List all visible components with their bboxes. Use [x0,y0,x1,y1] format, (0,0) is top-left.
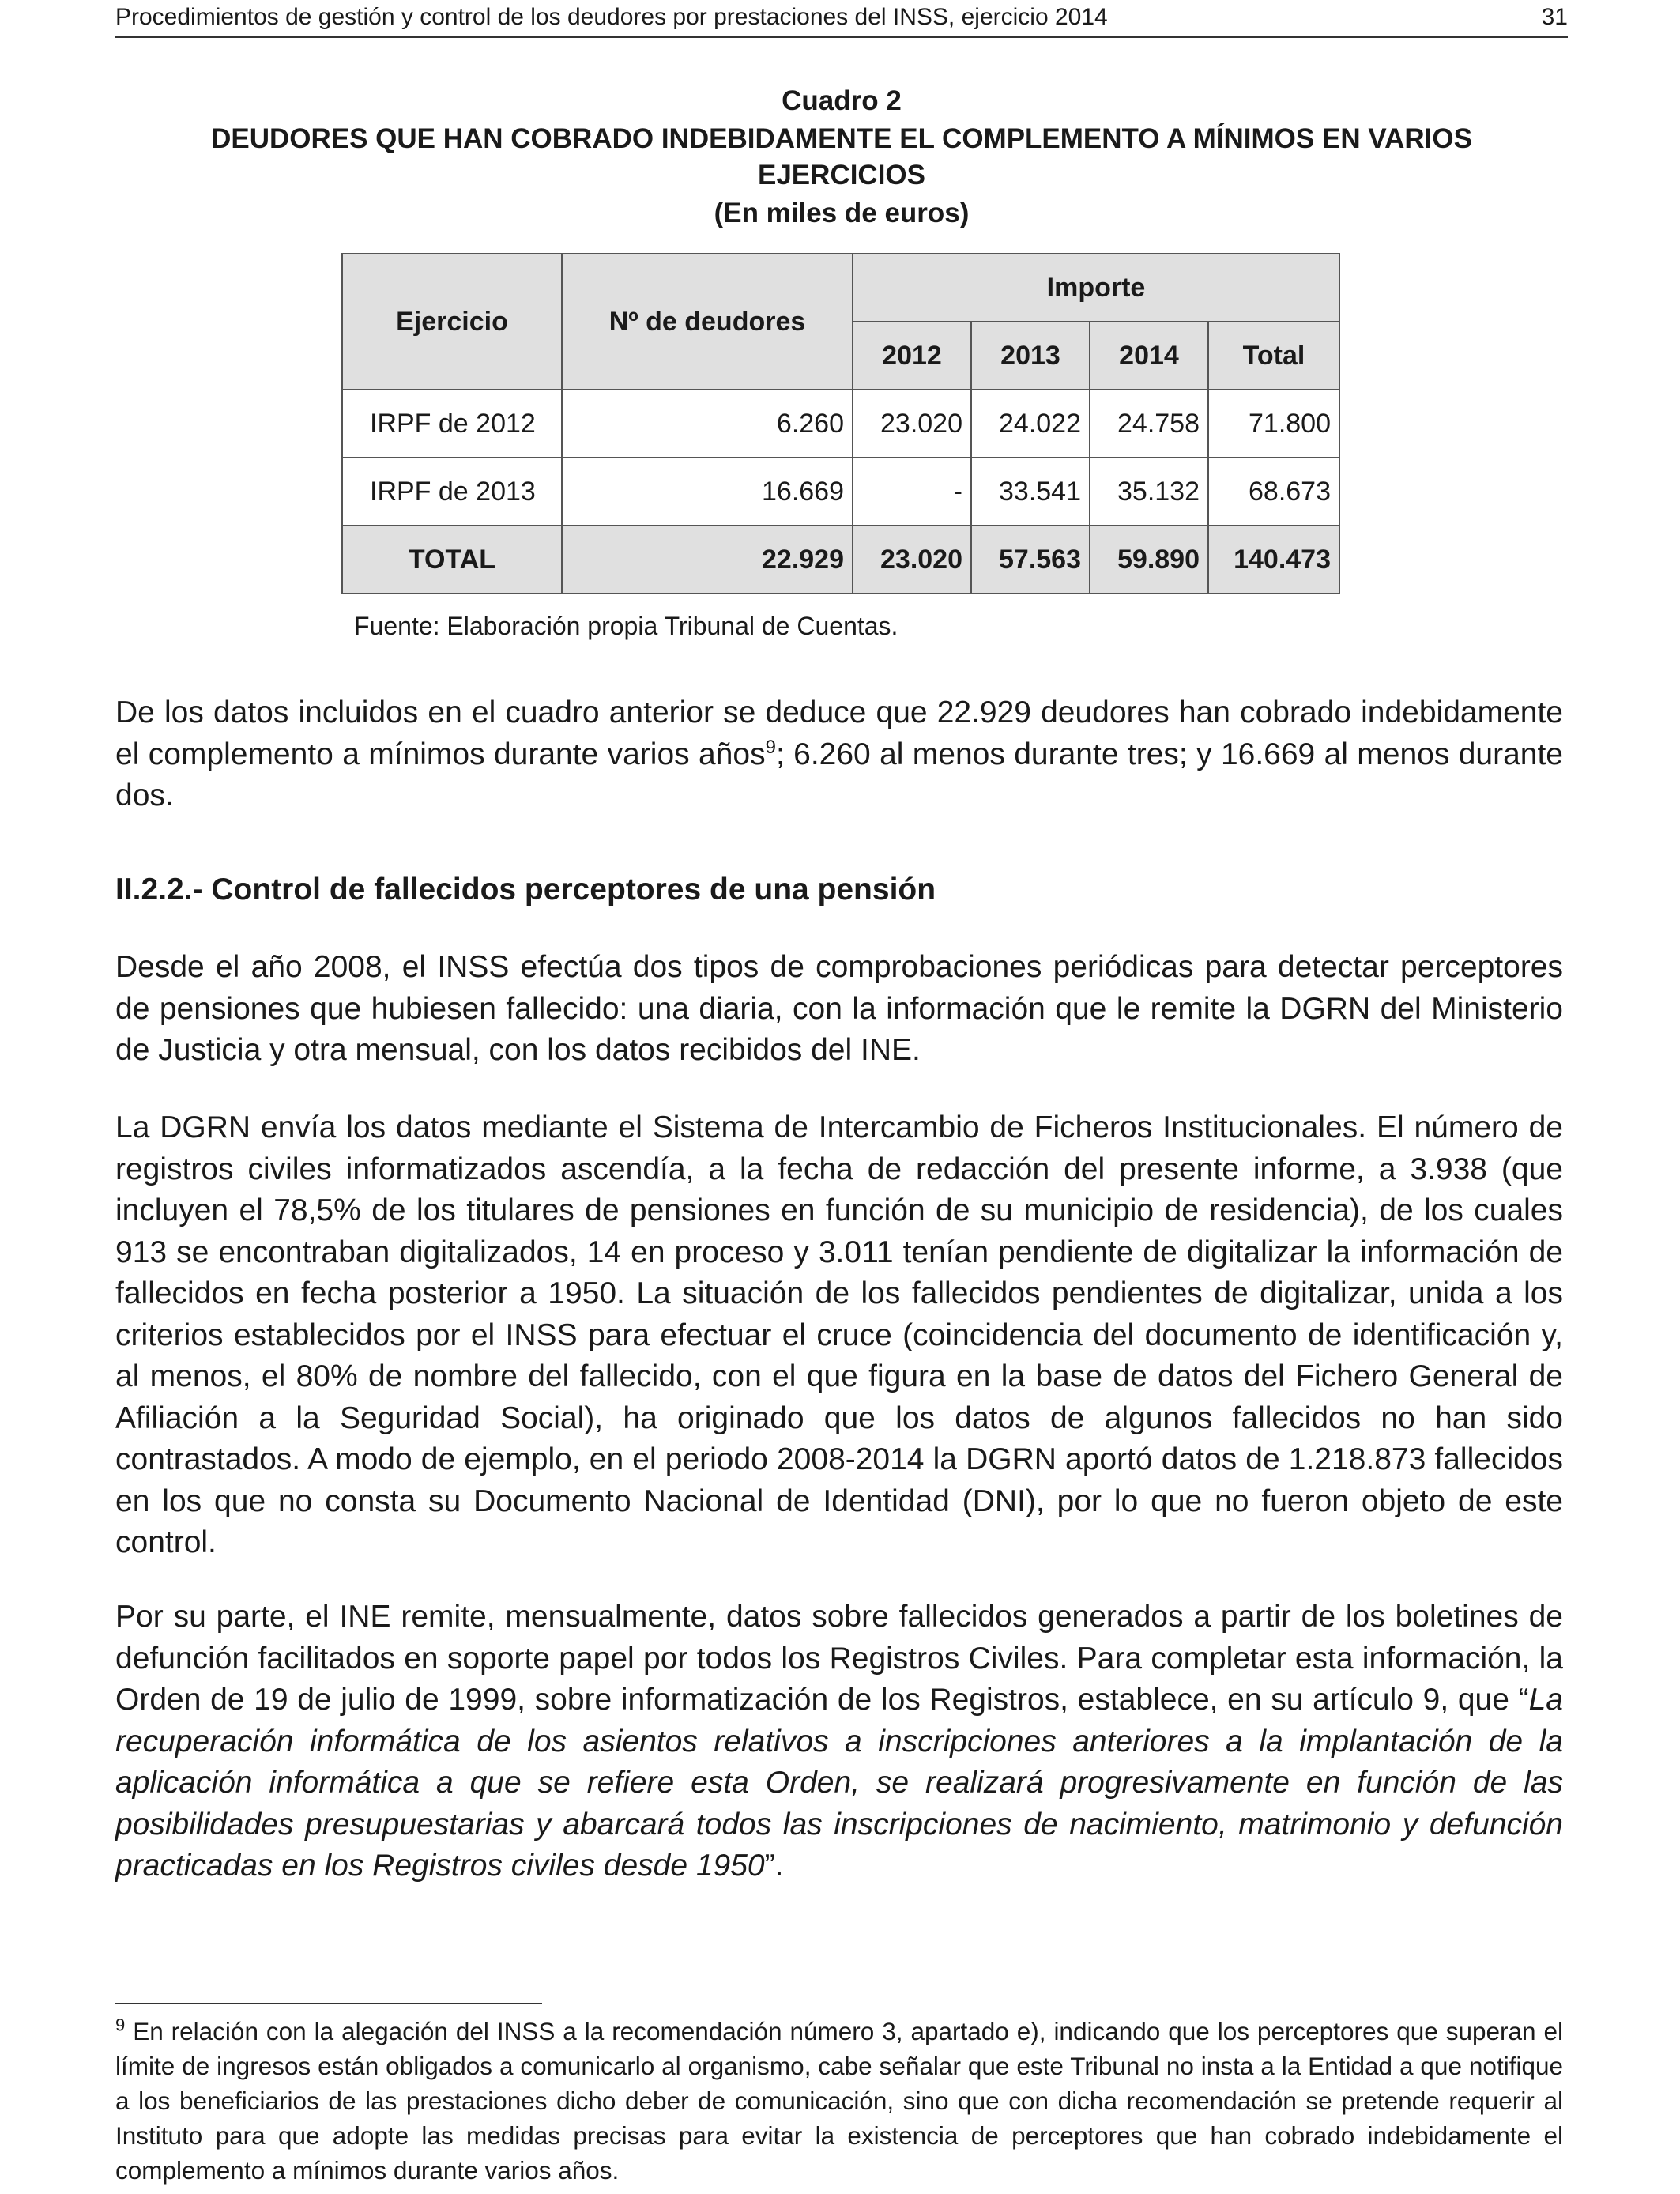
table-units: (En miles de euros) [714,198,970,228]
footnote-rule [115,2003,542,2004]
total-deudores: 22.929 [562,526,853,594]
header-deudores: Nº de deudores [562,254,853,390]
footnote-text: En relación con la alegación del INSS a la recomendación número 3, apartado e), indicando que los perceptores que superan el límite de ingresos están obligados a comunicarlo al organismo, cabe señalar que este Tribunal no insta a la Entidad a que notifique a los beneficiarios de las prestaciones dicho deber de comunicación, sino que con dicha recomendación se pretende requerir al Instituto para que adopte las medidas precisas para evitar la existencia de perceptores que han cobrado indebidamente el complemento a mínimos durante varios años. [115,2017,1563,2185]
header-importe: Importe [853,254,1339,322]
debtors-table [341,253,1340,594]
footnote-number: 9 [115,2015,126,2035]
section-heading: II.2.2.- Control de fallecidos perceptores de una pensión [115,873,936,907]
total-2013: 57.563 [971,526,1090,594]
total-label: TOTAL [342,526,562,594]
cell-2013: 24.022 [971,390,1090,458]
total-2012: 23.020 [853,526,971,594]
total-total: 140.473 [1208,526,1339,594]
cell-2012: - [853,458,971,526]
paragraph-4-quote: La recuperación informática de los asientos relativos a inscripciones anteriores a la implantación de la aplicación informática a que se refiere esta Orden, se realizará progresivamente en función de las posibilidades presupuestarias y abarcará todos las inscripciones de nacimiento, matrimonio y defunción practicadas en los Registros civiles desde 1950 [115,1683,1563,1883]
table-title-line2: EJERCICIOS [758,160,925,190]
paragraph-4-text: Por su parte, el INE remite, mensualmente, datos sobre fallecidos generados a partir de los boletines de defunción facilitados en soporte papel por todos los Registros Civiles. Para completar esta información, la Orden de 19 de julio de 1999, sobre informatización de los Registros, establece, en su artículo 9, que “ [115,1600,1563,1717]
header-year-2012: 2012 [853,322,971,390]
table-number: Cuadro 2 [782,85,902,116]
table-total-row [342,526,1339,594]
table-row [342,458,1339,526]
cell-total: 71.800 [1208,390,1339,458]
table-header-row [342,254,1339,322]
paragraph-1 [115,692,1563,817]
cell-2014: 24.758 [1090,390,1208,458]
header-year-2014: 2014 [1090,322,1208,390]
paragraph-2: Desde el año 2008, el INSS efectúa dos tipos de comprobaciones periódicas para detectar perceptores de pensiones que hubiesen fallecido: una diaria, con la información que le remite la DGRN del Ministerio de Justicia y otra mensual, con los datos recibidos del INE. [115,950,1563,1067]
paragraph-3: La DGRN envía los datos mediante el Sistema de Intercambio de Ficheros Institucionales. El número de registros civiles informatizados ascendía, a la fecha de redacción del presente informe, a 3.938 (que incluyen el 78,5% de los titulares de pensiones en función de su municipio de residencia), de los cuales 913 se encontraban digitalizados, 14 en proceso y 3.011 tenían pendiente de digitalizar la información de fallecidos en fecha posterior a 1950. La situación de los fallecidos pendientes de digitalizar, unida a los criterios establecidos por el INSS para efectuar el cruce (coincidencia del documento de identificación y, al menos, el 80% de nombre del fallecido, con el que figura en la base de datos del Fichero General de Afiliación a la Seguridad Social), ha originado que los datos de algunos fallecidos no han sido contrastados. A modo de ejemplo, en el periodo 2008-2014 la DGRN aportó datos de 1.218.873 fallecidos en los que no consta su Documento Nacional de Identidad (DNI), por lo que no fueron objeto de este control. [115,1110,1563,1559]
header-year-2013: 2013 [971,322,1090,390]
header-total: Total [1208,322,1339,390]
paragraph-4 [115,1596,1563,1887]
paragraph-4-text-end: ”. [764,1849,784,1883]
cell-total: 68.673 [1208,458,1339,526]
cell-2013: 33.541 [971,458,1090,526]
page-number: 31 [1541,4,1568,30]
page-header [115,0,1568,38]
row-label: IRPF de 2012 [342,390,562,458]
footnote [115,2014,1563,2188]
table-title-line1: DEUDORES QUE HAN COBRADO INDEBIDAMENTE EL COMPLEMENTO A MÍNIMOS EN VARIOS [211,123,1472,154]
row-label: IRPF de 2013 [342,458,562,526]
header-rule [115,36,1568,38]
cell-2014: 35.132 [1090,458,1208,526]
header-title: Procedimientos de gestión y control de los deudores por prestaciones del INSS, ejercicio 2014 [115,4,1108,30]
header-ejercicio: Ejercicio [342,254,562,390]
paragraph-1-text-end: ; 6.260 al menos durante tres; y 16.669 al menos durante dos. [115,737,1563,812]
paragraph-1-text: De los datos incluidos en el cuadro anterior se deduce que 22.929 deudores han cobrado indebidamente el complemento a mínimos durante varios años [115,696,1563,771]
cell-deudores: 6.260 [562,390,853,458]
table-row [342,390,1339,458]
cell-deudores: 16.669 [562,458,853,526]
cell-2012: 23.020 [853,390,971,458]
table-source: Fuente: Elaboración propia Tribunal de Cuentas. [354,612,898,640]
total-2014: 59.890 [1090,526,1208,594]
footnote-ref[interactable]: 9 [765,736,776,758]
